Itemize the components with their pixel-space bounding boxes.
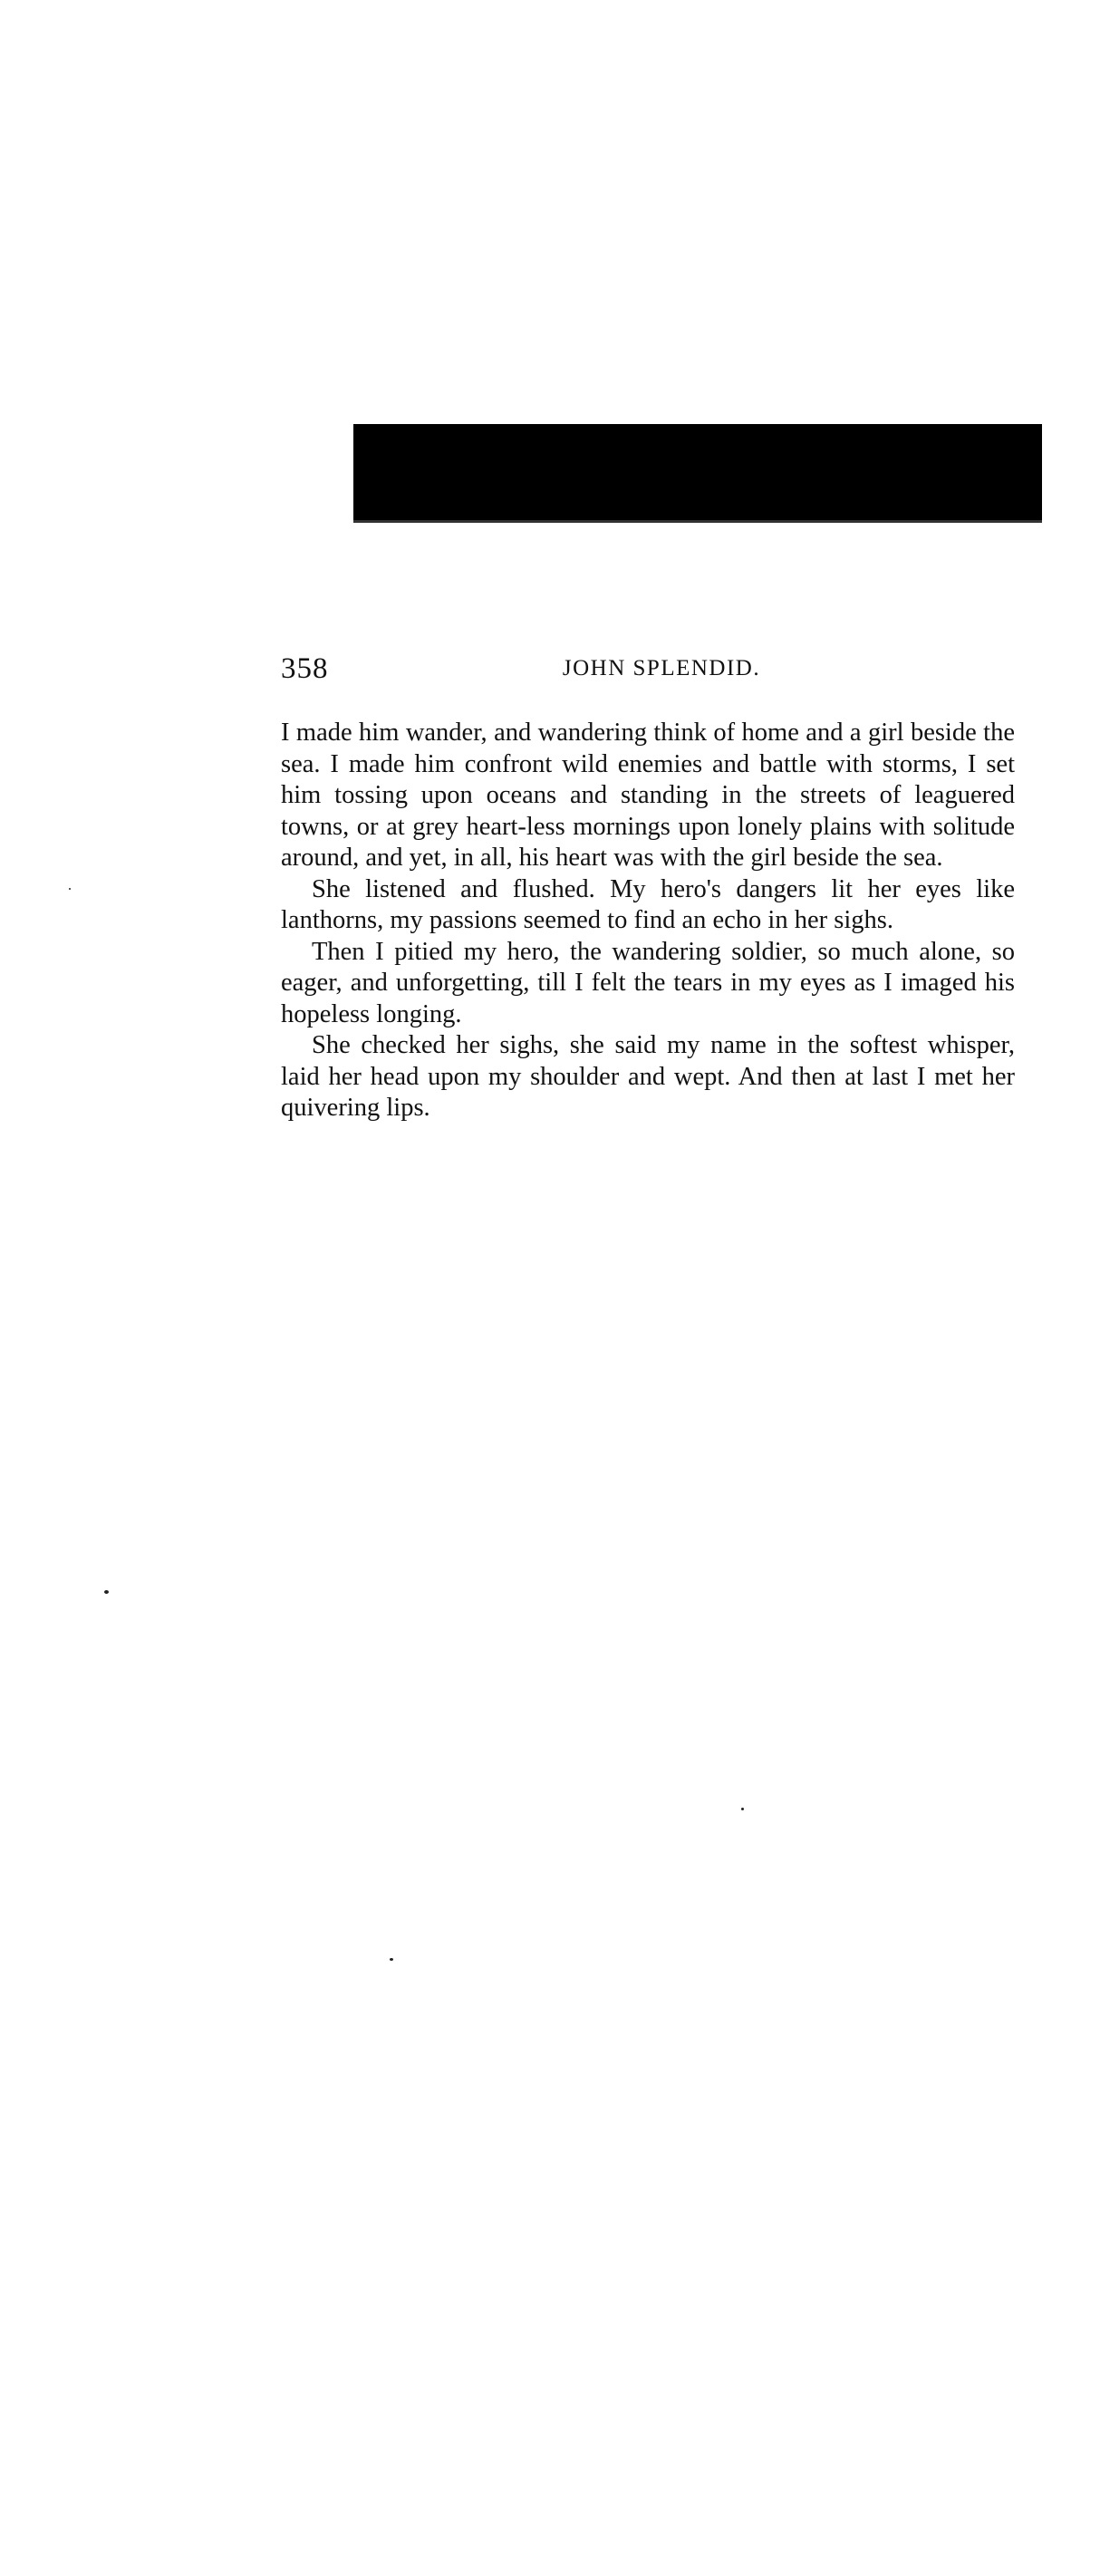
paragraph-2: She listened and flushed. My hero's dangers lit her eyes like lanthorns, my passions seemed to find an echo in her sighs. [281,874,1015,934]
redaction-bar [353,424,1042,523]
scan-speck [390,1958,393,1961]
page-number: 358 [281,652,329,685]
paragraph-3: Then I pitied my hero, the wandering soldier, so much alone, so eager, and unforgetting, till I felt the tears in my eyes as I imaged his hopeless longing. [281,937,1015,1028]
scan-speck [104,1590,109,1594]
paragraph-1: I made him wander, and wandering think of home and a girl beside the sea. I made him confront wild enemies and battle with storms, I set him tossing upon oceans and standing in the streets of leaguered towns, or at grey heart-less mornings upon lonely plains with solitude around, and yet, in all, his heart was with the girl beside the sea. [281,719,1015,872]
paragraph-4: She checked her sighs, she said my name in the softest whisper, laid her head upon my shoulder and wept. And then at last I met her quivering lips. [281,1031,1015,1122]
body-text [281,718,1015,1124]
running-head: JOHN SPLENDID. [562,656,761,680]
scan-speck [69,888,71,890]
scan-speck [741,1808,744,1810]
page-header [281,652,1015,689]
